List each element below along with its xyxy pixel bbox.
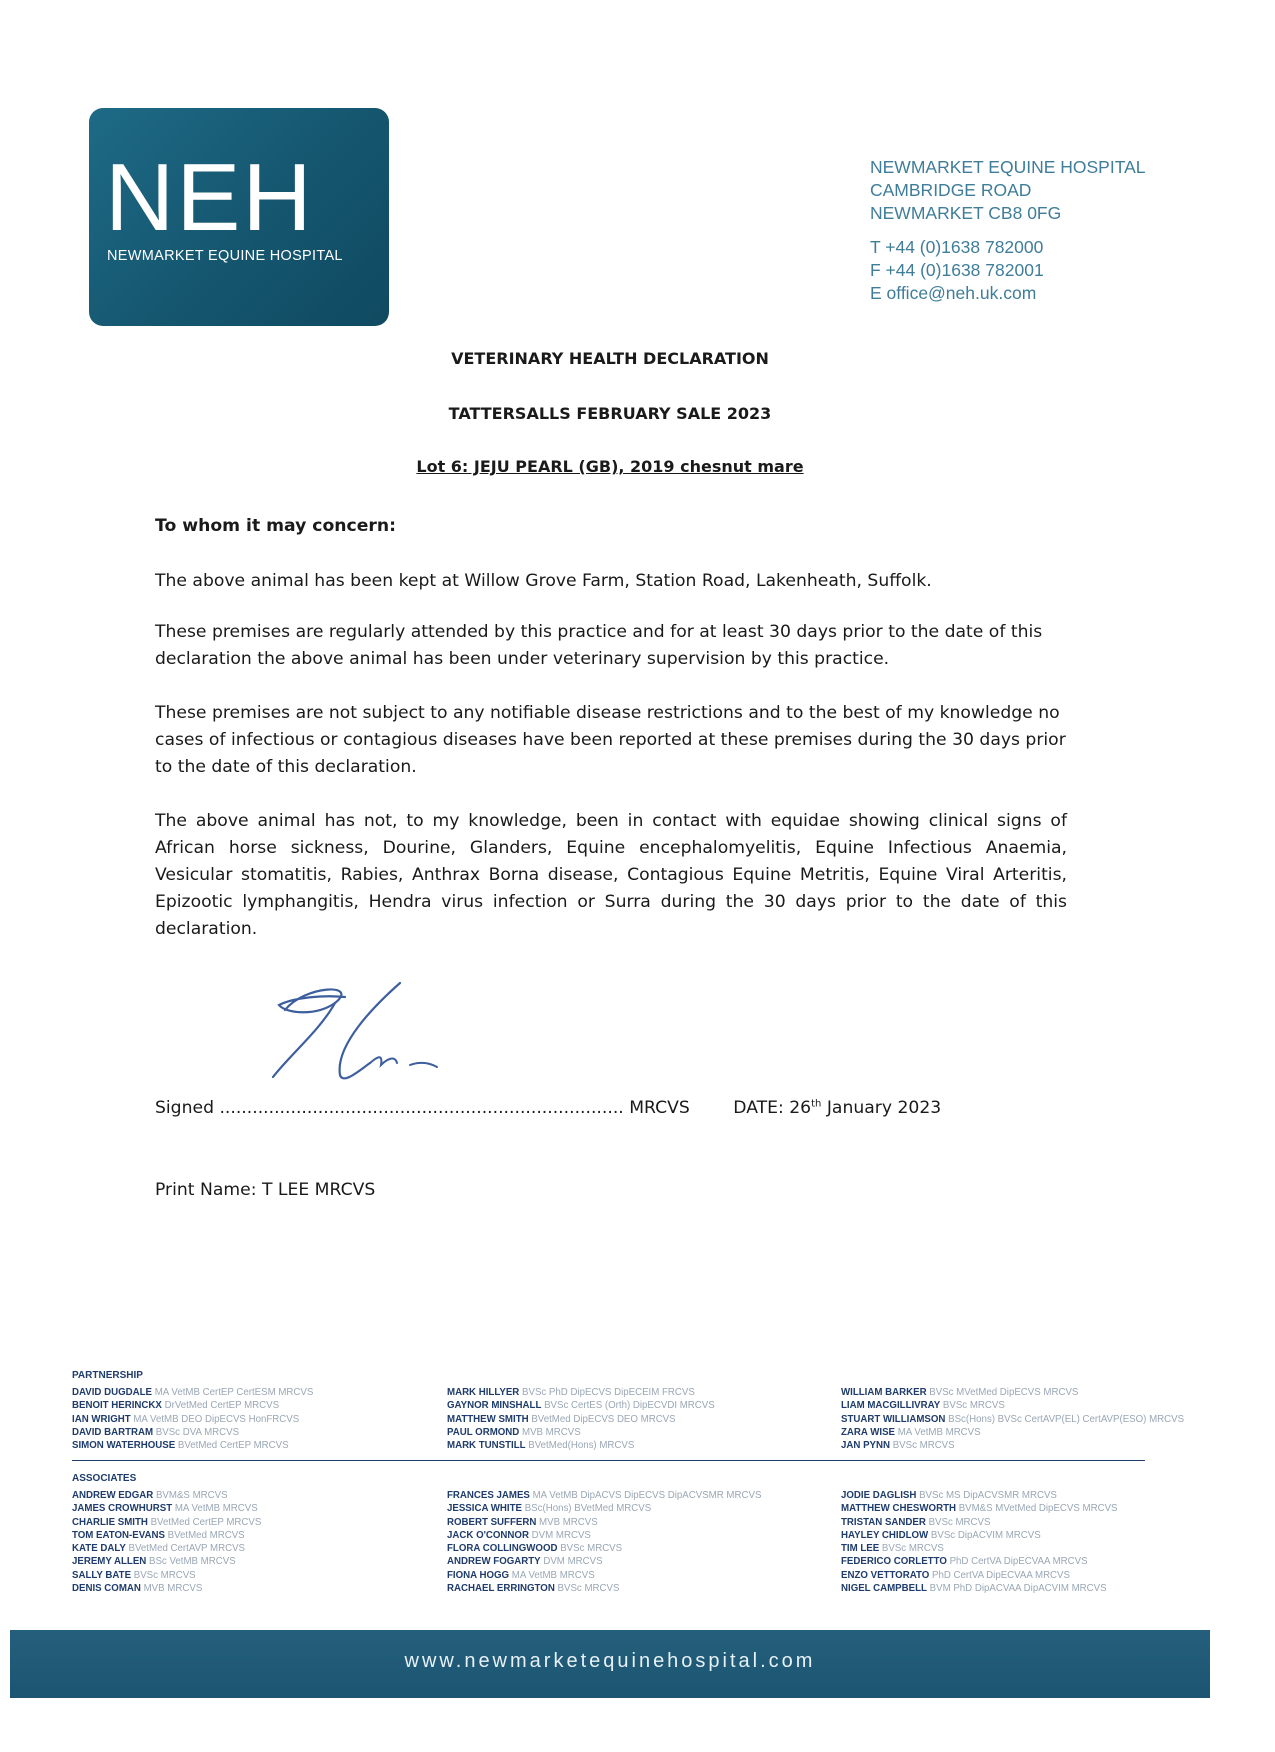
staff-entry (841, 1542, 1118, 1555)
staff-qualifications: MVB MRCVS (143, 1583, 203, 1595)
staff-qualifications: MA VetMB DipACVS DipECVS DipACVSMR MRCVS (532, 1490, 762, 1501)
paragraph-3: These premises are not subject to any notifiable disease restrictions and to the best of my knowledge no cases of infectious or contagious diseases have been reported at these premises during the 30 days prior to the date of this declaration. (155, 703, 1066, 777)
address-line-2: CAMBRIDGE ROAD (870, 180, 1032, 200)
staff-name: MARK HILLYER (447, 1387, 520, 1398)
staff-qualifications: DVM MRCVS (531, 1529, 591, 1541)
staff-entry (72, 1399, 313, 1412)
logo-mark: NEH (105, 144, 314, 251)
staff-qualifications: BVM&S MRCVS (155, 1490, 228, 1501)
staff-name: ROBERT SUFFERN (447, 1516, 537, 1528)
staff-entry (72, 1439, 313, 1452)
staff-entry (841, 1516, 1118, 1529)
staff-name: BENOIT HERINCKX (72, 1400, 162, 1412)
staff-entry (72, 1413, 313, 1426)
staff-name: HAYLEY CHIDLOW (841, 1529, 929, 1541)
paragraph-1: The above animal has been kept at Willow Grove Farm, Station Road, Lakenheath, Suffolk. (155, 571, 932, 591)
address-line-3: NEWMARKET CB8 0FG (870, 203, 1062, 223)
staff-qualifications: BVetMed CertEP MRCVS (150, 1516, 262, 1528)
staff-name: JACK O'CONNOR (447, 1529, 529, 1541)
declaration-date: DATE: 26th January 2023 (733, 1098, 942, 1118)
footer-website: www.newmarketequinehospital.com (404, 1650, 816, 1672)
staff-qualifications: BVSc MRCVS (892, 1440, 955, 1452)
staff-entry (841, 1555, 1118, 1568)
staff-entry (841, 1569, 1118, 1582)
staff-name: JAMES CROWHURST (72, 1503, 173, 1515)
staff-entry (447, 1502, 761, 1515)
staff-entry (841, 1426, 1184, 1439)
staff-name: SALLY BATE (72, 1569, 132, 1581)
staff-entry (72, 1386, 313, 1399)
staff-entry (72, 1582, 261, 1595)
staff-entry (72, 1426, 313, 1439)
staff-name: MATTHEW CHESWORTH (841, 1503, 956, 1515)
staff-name: WILLIAM BARKER (841, 1387, 927, 1398)
staff-entry (841, 1439, 1184, 1452)
staff-qualifications: BVetMed(Hons) MRCVS (528, 1440, 635, 1452)
staff-entry (447, 1542, 761, 1555)
staff-name: NIGEL CAMPBELL (841, 1583, 927, 1595)
address-fax: F +44 (0)1638 782001 (870, 260, 1044, 280)
staff-name: ZARA WISE (841, 1426, 895, 1438)
lot-title: Lot 6: JEJU PEARL (GB), 2019 chesnut mare (416, 457, 804, 476)
staff-divider (72, 1460, 1145, 1461)
staff-qualifications: MA VetMB CertEP CertESM MRCVS (154, 1387, 314, 1398)
staff-entry (841, 1399, 1184, 1412)
address-block (870, 156, 1146, 305)
address-email: E office@neh.uk.com (870, 283, 1037, 303)
partnership-col-1 (72, 1386, 313, 1452)
staff-entry (447, 1582, 761, 1595)
staff-name: ANDREW FOGARTY (447, 1556, 541, 1568)
staff-qualifications: BVM&S MVetMed DipECVS MRCVS (958, 1503, 1118, 1515)
signed-suffix: MRCVS (629, 1098, 690, 1118)
associates-col-2 (447, 1489, 761, 1595)
staff-qualifications: BVSc MVetMed DipECVS MRCVS (929, 1387, 1079, 1398)
staff-entry (72, 1542, 261, 1555)
staff-qualifications: BVM PhD DipACVAA DipACVIM MRCVS (929, 1583, 1107, 1595)
staff-entry (841, 1413, 1184, 1426)
print-name: Print Name: T LEE MRCVS (155, 1180, 376, 1200)
staff-qualifications: PhD CertVA DipECVAA MRCVS (949, 1556, 1088, 1568)
staff-entry (841, 1529, 1118, 1542)
staff-name: MATTHEW SMITH (447, 1413, 529, 1425)
staff-name: CHARLIE SMITH (72, 1516, 148, 1528)
staff-qualifications: BVSc MRCVS (133, 1569, 196, 1581)
staff-name: FEDERICO CORLETTO (841, 1556, 947, 1568)
staff-qualifications: BVetMed CertAVP MRCVS (128, 1543, 246, 1555)
logo-subtitle: NEWMARKET EQUINE HOSPITAL (107, 248, 343, 264)
staff-entry (841, 1489, 1118, 1502)
staff-entry (72, 1569, 261, 1582)
staff-entry (841, 1502, 1118, 1515)
staff-entry (72, 1516, 261, 1529)
partnership-col-3 (841, 1386, 1184, 1452)
staff-name: TOM EATON-EVANS (72, 1529, 165, 1541)
staff-qualifications: PhD CertVA DipECVAA MRCVS (931, 1569, 1070, 1581)
staff-qualifications: DrVetMed CertEP MRCVS (164, 1400, 280, 1412)
staff-entry (841, 1582, 1118, 1595)
staff-name: JEREMY ALLEN (72, 1556, 147, 1568)
staff-entry (447, 1439, 715, 1452)
staff-entry (72, 1502, 261, 1515)
signed-label: Signed (155, 1098, 214, 1118)
staff-entry (72, 1489, 261, 1502)
staff-name: LIAM MACGILLIVRAY (841, 1400, 941, 1412)
staff-qualifications: BSc(Hons) BVSc CertAVP(EL) CertAVP(ESO) MRCVS (948, 1413, 1185, 1425)
footer-band (10, 1630, 1210, 1698)
staff-name: ENZO VETTORATO (841, 1569, 930, 1581)
staff-name: STUART WILLIAMSON (841, 1413, 946, 1425)
staff-name: ANDREW EDGAR (72, 1490, 154, 1501)
staff-entry (447, 1426, 715, 1439)
staff-qualifications: BVSc MRCVS (942, 1400, 1005, 1412)
staff-entry (447, 1516, 761, 1529)
staff-name: KATE DALY (72, 1543, 126, 1555)
staff-name: IAN WRIGHT (72, 1413, 131, 1425)
staff-qualifications: MA VetMB DEO DipECVS HonFRCVS (133, 1413, 300, 1425)
staff-name: SIMON WATERHOUSE (72, 1440, 176, 1452)
staff-name: FLORA COLLINGWOOD (447, 1543, 558, 1555)
staff-name: DENIS COMAN (72, 1583, 141, 1595)
signature-image (265, 975, 495, 1090)
staff-qualifications: MA VetMB MRCVS (897, 1426, 981, 1438)
address-tel: T +44 (0)1638 782000 (870, 237, 1044, 257)
staff-qualifications: BVetMed MRCVS (167, 1529, 245, 1541)
staff-name: JAN PYNN (841, 1440, 890, 1452)
staff-name: JODIE DAGLISH (841, 1490, 917, 1501)
signed-dots: .......................................................................... (219, 1098, 624, 1118)
staff-name: PAUL ORMOND (447, 1426, 520, 1438)
staff-name: DAVID BARTRAM (72, 1426, 154, 1438)
staff-qualifications: BVSc CertES (Orth) DipECVDI MRCVS (544, 1400, 715, 1412)
staff-qualifications: BVSc MRCVS (928, 1516, 991, 1528)
staff-name: RACHAEL ERRINGTON (447, 1583, 555, 1595)
address-line-1: NEWMARKET EQUINE HOSPITAL (870, 157, 1146, 177)
associates-col-1 (72, 1489, 261, 1595)
staff-entry (447, 1569, 761, 1582)
staff-qualifications: BVSc MRCVS (557, 1583, 620, 1595)
staff-entry (447, 1386, 715, 1399)
partnership-col-2 (447, 1386, 715, 1452)
signed-line (155, 1098, 941, 1118)
staff-name: DAVID DUGDALE (72, 1387, 153, 1398)
staff-qualifications: BVSc MS DipACVSMR MRCVS (919, 1490, 1057, 1501)
paragraph-2: These premises are regularly attended by this practice and for at least 30 days prior to the date of this declaration the above animal has been under veterinary supervision by this practice. (155, 622, 1043, 669)
staff-qualifications: MVB MRCVS (522, 1426, 581, 1438)
staff-qualifications: DVM MRCVS (543, 1556, 603, 1568)
associates-label: ASSOCIATES (72, 1473, 137, 1484)
staff-qualifications: BVSc DipACVIM MRCVS (930, 1529, 1041, 1541)
neh-logo (89, 108, 389, 326)
staff-entry (447, 1413, 715, 1426)
staff-qualifications: BSc VetMB MRCVS (149, 1556, 236, 1568)
staff-qualifications: BVSc DVA MRCVS (155, 1426, 240, 1438)
staff-qualifications: BVSc PhD DipECVS DipECEIM FRCVS (522, 1387, 695, 1398)
staff-qualifications: BVSc MRCVS (881, 1543, 944, 1555)
staff-entry (447, 1555, 761, 1568)
staff-qualifications: BVetMed DipECVS DEO MRCVS (531, 1413, 676, 1425)
sale-title: TATTERSALLS FEBRUARY SALE 2023 (448, 404, 772, 423)
staff-qualifications: MVB MRCVS (539, 1516, 598, 1528)
staff-name: JESSICA WHITE (447, 1503, 522, 1515)
staff-name: FIONA HOGG (447, 1569, 510, 1581)
staff-entry (447, 1489, 761, 1502)
staff-entry (447, 1529, 761, 1542)
associates-col-3 (841, 1489, 1118, 1595)
staff-name: FRANCES JAMES (447, 1490, 530, 1501)
staff-qualifications: BSc(Hons) BVetMed MRCVS (524, 1503, 652, 1515)
document-title: VETERINARY HEALTH DECLARATION (451, 349, 769, 368)
staff-qualifications: MA VetMB MRCVS (174, 1503, 258, 1515)
staff-name: MARK TUNSTILL (447, 1440, 526, 1452)
partnership-label: PARTNERSHIP (72, 1370, 143, 1381)
staff-name: TRISTAN SANDER (841, 1516, 926, 1528)
staff-entry (72, 1555, 261, 1568)
staff-entry (841, 1386, 1184, 1399)
salutation: To whom it may concern: (155, 516, 396, 536)
staff-name: GAYNOR MINSHALL (447, 1400, 542, 1412)
staff-qualifications: BVSc MRCVS (560, 1543, 623, 1555)
paragraph-4: The above animal has not, to my knowledge, been in contact with equidae showing clinical signs of African horse sickness, Dourine, Glanders, Equine encephalomyelitis, Equine Infectious Anaemia, Vesicular stomatitis, Rabies, Anthrax Borna disease, Contagious Equine Metritis, Equine Viral Arteritis, Epizootic lymphangitis, Hendra virus infection or Surra during the 30 days prior to the date of this declaration. (155, 811, 1067, 939)
staff-qualifications: BVetMed CertEP MRCVS (177, 1440, 289, 1452)
staff-name: TIM LEE (841, 1543, 880, 1555)
staff-entry (447, 1399, 715, 1412)
staff-entry (72, 1529, 261, 1542)
staff-qualifications: MA VetMB MRCVS (511, 1569, 595, 1581)
